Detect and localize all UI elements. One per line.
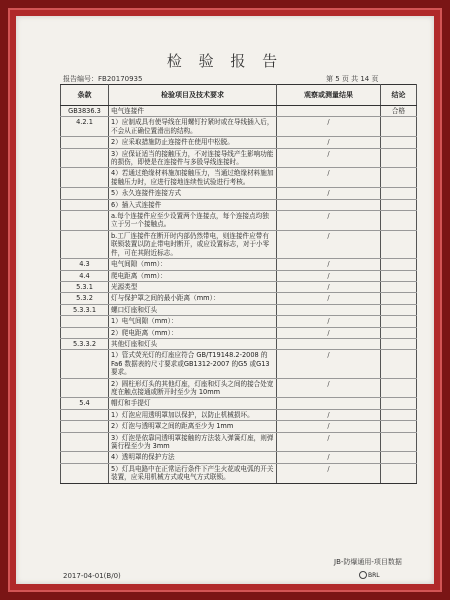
row-clause: 4.2.1: [61, 117, 109, 137]
row-conclusion: [381, 230, 417, 258]
row-item: 电气连接件: [109, 106, 277, 117]
report-number: 报告编号：FB20170935: [63, 75, 143, 83]
row-clause: [61, 230, 109, 258]
table-row: [61, 378, 417, 398]
row-clause: [61, 421, 109, 432]
row-result: /: [277, 452, 381, 463]
row-item: 5）灯具电路中在正常运行条件下产生火花或电弧的开关装置，应采用机械方式或电气方式联锁。: [109, 463, 277, 483]
row-conclusion: [381, 378, 417, 398]
row-clause: [61, 188, 109, 199]
row-item: a.每个连接件应至少设置两个连接点，每个连接点均独立于另一个接触点。: [109, 211, 277, 231]
row-item: 爬电距离（mm）：: [109, 270, 277, 281]
row-item: 螺口灯座和灯头: [109, 304, 277, 315]
row-conclusion: 合格: [381, 106, 417, 117]
row-conclusion: [381, 432, 417, 452]
footer-date: 2017-04-01(B/0): [63, 572, 121, 580]
row-conclusion: [381, 211, 417, 231]
row-clause: GB3836.3: [61, 106, 109, 117]
row-conclusion: [381, 188, 417, 199]
row-conclusion: [381, 137, 417, 148]
row-clause: 5.3.3.2: [61, 338, 109, 349]
row-result: /: [277, 168, 381, 188]
row-result: /: [277, 316, 381, 327]
table-row: [61, 199, 417, 210]
report-title: 检 验 报 告: [166, 52, 284, 70]
table-row: [61, 452, 417, 463]
inspection-table: [60, 84, 417, 484]
row-result: [277, 398, 381, 409]
row-clause: [61, 432, 109, 452]
row-item: 6）插入式连接件: [109, 199, 277, 210]
table-row: [61, 137, 417, 148]
row-conclusion: [381, 281, 417, 292]
row-clause: [61, 378, 109, 398]
row-result: /: [277, 259, 381, 270]
table-row: [61, 281, 417, 292]
table-row: [61, 293, 417, 304]
row-item: 光源类型: [109, 281, 277, 292]
row-clause: [61, 452, 109, 463]
table-row: [61, 148, 417, 168]
table-row: [61, 421, 417, 432]
row-conclusion: [381, 293, 417, 304]
row-result: /: [277, 327, 381, 338]
table-row: [61, 398, 417, 409]
row-conclusion: [381, 270, 417, 281]
row-item: 3）灯泡是依靠同透明罩接触的方法装入弹簧灯座，则弹簧行程至少为 3mm: [109, 432, 277, 452]
header-item: 检验项目及技术要求: [109, 85, 277, 106]
table-row: [61, 270, 417, 281]
row-item: 灯与保护罩之间的最小距离（mm）：: [109, 293, 277, 304]
row-clause: [61, 463, 109, 483]
row-result: [277, 338, 381, 349]
row-result: /: [277, 117, 381, 137]
row-clause: [61, 409, 109, 420]
table-row: [61, 350, 417, 378]
row-clause: [61, 168, 109, 188]
row-result: /: [277, 188, 381, 199]
row-result: [277, 106, 381, 117]
row-item: 电气间隙（mm）：: [109, 259, 277, 270]
row-item: 2）爬电距离（mm）：: [109, 327, 277, 338]
table-row: [61, 188, 417, 199]
table-row: [61, 338, 417, 349]
row-conclusion: [381, 199, 417, 210]
row-result: /: [277, 230, 381, 258]
row-clause: 4.3: [61, 259, 109, 270]
header-clause: 条款: [61, 85, 109, 106]
table-row: [61, 117, 417, 137]
table-row: [61, 106, 417, 117]
row-clause: [61, 316, 109, 327]
row-result: /: [277, 421, 381, 432]
row-conclusion: [381, 316, 417, 327]
row-conclusion: [381, 452, 417, 463]
row-item: 2）灯泡与透明罩之间的距离至少为 1mm: [109, 421, 277, 432]
row-result: /: [277, 281, 381, 292]
row-conclusion: [381, 409, 417, 420]
table-header-row: [61, 85, 417, 106]
row-clause: 5.3.3.1: [61, 304, 109, 315]
row-item: b.工厂连接件在断开时内部仍然带电，则连接件应带有联锁装置以防止带电时断开，或应设置标志，对于小零件，可在其附近标志。: [109, 230, 277, 258]
table-row: [61, 168, 417, 188]
row-item: 4）若通过绝缘材料施加接触压力，当通过绝缘材料施加接触压力时，应进行接地连续性试验进行考核。: [109, 168, 277, 188]
stamp-logo-text: BRL: [368, 572, 380, 579]
row-result: /: [277, 378, 381, 398]
row-conclusion: [381, 463, 417, 483]
page-number: 第 5 页 共 14 页: [326, 75, 379, 83]
row-conclusion: [381, 148, 417, 168]
row-item: 帽灯和手提灯: [109, 398, 277, 409]
row-result: [277, 199, 381, 210]
row-conclusion: [381, 338, 417, 349]
row-item: 1）应制成具有使导线在用螺钉拧紧时或在导线插入后，不会从正确位置滑出的结构。: [109, 117, 277, 137]
row-clause: 4.4: [61, 270, 109, 281]
table-row: [61, 327, 417, 338]
row-result: /: [277, 293, 381, 304]
row-item: 2）应采取措施防止连接件在使用中松脱。: [109, 137, 277, 148]
row-clause: [61, 350, 109, 378]
row-clause: [61, 211, 109, 231]
table-row: [61, 230, 417, 258]
row-conclusion: [381, 259, 417, 270]
table-row: [61, 409, 417, 420]
table-row: [61, 316, 417, 327]
table-row: [61, 432, 417, 452]
row-conclusion: [381, 304, 417, 315]
stamp-logo-icon: [359, 571, 367, 579]
row-conclusion: [381, 327, 417, 338]
header-conclusion: 结论: [381, 85, 417, 106]
row-clause: 5.3.2: [61, 293, 109, 304]
row-result: /: [277, 463, 381, 483]
row-result: /: [277, 137, 381, 148]
row-conclusion: [381, 398, 417, 409]
row-clause: [61, 148, 109, 168]
row-conclusion: [381, 421, 417, 432]
row-conclusion: [381, 117, 417, 137]
row-result: /: [277, 211, 381, 231]
row-item: 2）圆柱形灯头的其他灯座，灯座和灯头之间的接合处宽度在触点接通或断开时至少为 10mm: [109, 378, 277, 398]
row-clause: 5.3.1: [61, 281, 109, 292]
row-result: [277, 304, 381, 315]
row-clause: [61, 199, 109, 210]
row-item: 其他灯座和灯头: [109, 338, 277, 349]
table-row: [61, 304, 417, 315]
table-body: [61, 106, 417, 484]
row-item: 4）透明罩的保护方法: [109, 452, 277, 463]
row-item: 3）应保证适当的接触压力，不对连接导线产生影响功能的损伤，即使是在连接件与多股导线连接时。: [109, 148, 277, 168]
table-row: [61, 463, 417, 483]
report-page: [16, 16, 434, 584]
row-clause: [61, 137, 109, 148]
row-item: 1）灯泡应用透明罩加以保护，以防止机械损坏。: [109, 409, 277, 420]
row-conclusion: [381, 168, 417, 188]
row-result: /: [277, 350, 381, 378]
header-result: 观察或测量结果: [277, 85, 381, 106]
row-result: /: [277, 432, 381, 452]
table-row: [61, 259, 417, 270]
table-row: [61, 211, 417, 231]
row-item: 1）电气间隙（mm）：: [109, 316, 277, 327]
row-clause: [61, 327, 109, 338]
row-result: /: [277, 409, 381, 420]
row-item: 5）永久连接件连接方式: [109, 188, 277, 199]
row-clause: 5.4: [61, 398, 109, 409]
row-conclusion: [381, 350, 417, 378]
row-result: /: [277, 148, 381, 168]
row-result: /: [277, 270, 381, 281]
row-item: 1）管式荧光灯的灯座应符合 GB/T19148.2-2008 的Fa6 数据表的尺寸要求或GB1312-2007 的G5 或G13 要求。: [109, 350, 277, 378]
footer-template-label: JB-防爆通用-项目数据: [334, 558, 402, 566]
